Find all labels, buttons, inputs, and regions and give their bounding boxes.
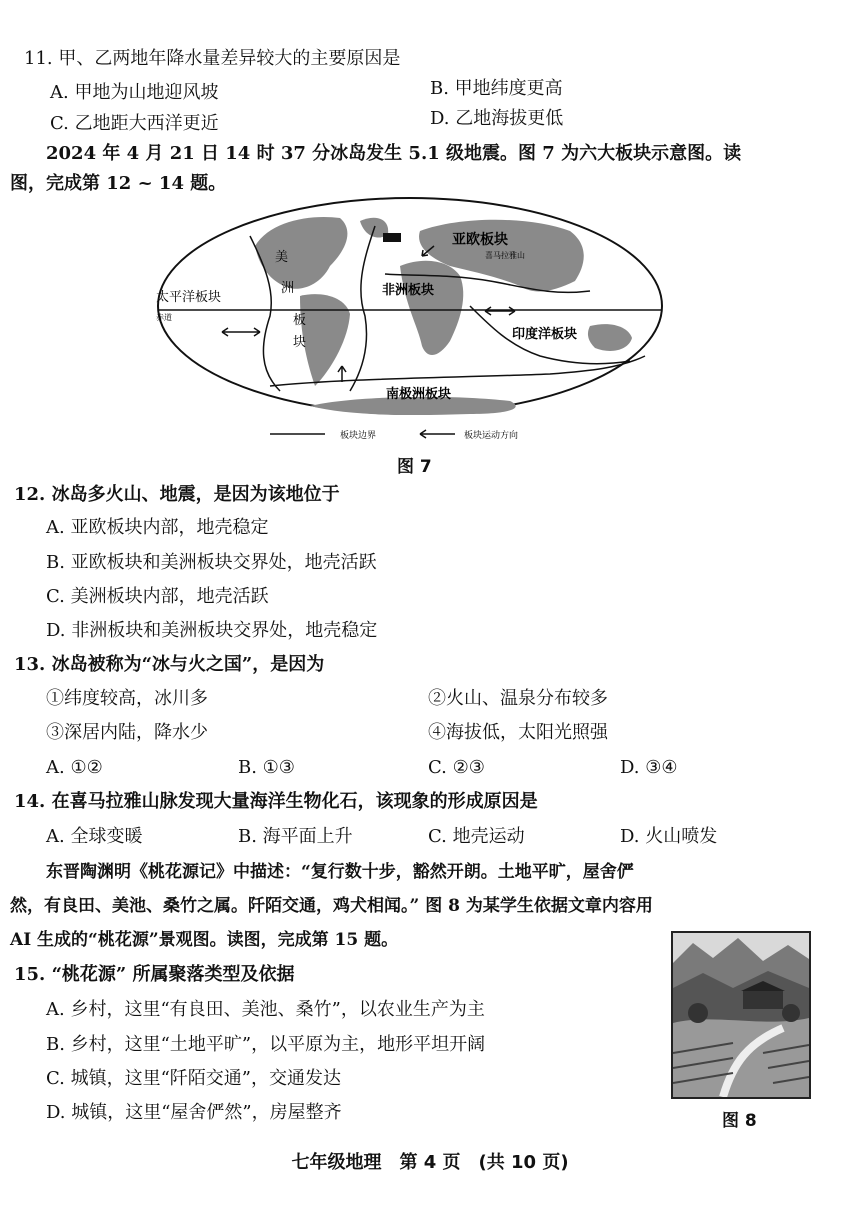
taohuayuan-landscape-image <box>671 931 811 1099</box>
plate-map-figure <box>150 196 670 446</box>
intro-12-line1: 2024 年 4 月 21 日 14 时 37 分冰岛发生 5.1 级地震。图 7 为六大板块示意图。读 <box>46 143 742 164</box>
q13-statement-3: ③深居内陆，降水少 <box>46 722 208 743</box>
label-america-4: 块 <box>293 335 307 350</box>
q14-option-c: C. 地壳运动 <box>428 826 525 847</box>
label-pacific-plate: 太平洋板块 <box>156 290 222 305</box>
legend-direction-label: 板块运动方向 <box>464 431 519 441</box>
q13-option-d: D. ③④ <box>620 757 678 778</box>
q13-stem: 13. 冰岛被称为“冰与火之国”，是因为 <box>14 654 325 675</box>
q13-statement-2: ②火山、温泉分布较多 <box>428 688 608 709</box>
label-himalaya: 喜马拉雅山 <box>485 251 525 260</box>
q11-option-d: D. 乙地海拔更低 <box>430 108 564 129</box>
iceland-marker <box>383 233 401 242</box>
q14-option-b: B. 海平面上升 <box>238 826 353 847</box>
intro-15-line1: 东晋陶渊明《桃花源记》中描述：“复行数十步，豁然开朗。土地平旷，屋舍俨 <box>46 862 634 882</box>
figure-7-caption: 图 7 <box>397 457 432 477</box>
intro-12-line2: 图，完成第 12 ~ 14 题。 <box>10 173 227 194</box>
q11-stem: 11. 甲、乙两地年降水量差异较大的主要原因是 <box>24 48 401 69</box>
q11-option-a: A. 甲地为山地迎风坡 <box>50 82 219 103</box>
q12-option-d: D. 非洲板块和美洲板块交界处，地壳稳定 <box>46 620 378 641</box>
legend-boundary-label: 板块边界 <box>340 431 377 441</box>
q14-option-a: A. 全球变暖 <box>46 826 143 847</box>
label-equator: 赤道 <box>156 313 172 322</box>
label-africa-plate: 非洲板块 <box>382 283 435 298</box>
label-america-3: 板 <box>293 313 307 328</box>
q15-option-a: A. 乡村，这里“有良田、美池、桑竹”，以农业生产为主 <box>46 999 485 1020</box>
q12-option-b: B. 亚欧板块和美洲板块交界处，地壳活跃 <box>46 552 377 573</box>
q13-statement-1: ①纬度较高，冰川多 <box>46 688 208 709</box>
plate-map-svg <box>150 196 670 446</box>
map-legend <box>270 427 540 443</box>
legend-arrow-icon <box>420 430 455 438</box>
q15-option-b: B. 乡村，这里“土地平旷”，以平原为主，地形平坦开阔 <box>46 1034 486 1055</box>
q14-option-d: D. 火山喷发 <box>620 826 718 847</box>
label-antarctic-plate: 南极洲板块 <box>386 387 452 402</box>
q13-statement-4: ④海拔低，太阳光照强 <box>428 722 608 743</box>
label-indo-plate: 印度洋板块 <box>512 327 578 342</box>
label-america-1: 美 <box>275 250 289 265</box>
label-america-2: 洲 <box>281 281 295 296</box>
q11-option-c: C. 乙地距大西洋更近 <box>50 113 219 134</box>
q12-stem: 12. 冰岛多火山、地震，是因为该地位于 <box>14 484 340 505</box>
page-footer: 七年级地理 第 4 页 (共 10 页) <box>291 1152 569 1173</box>
intro-15-line2: 然，有良田、美池、桑竹之属。阡陌交通，鸡犬相闻。” 图 8 为某学生依据文章内容用 <box>10 896 653 916</box>
figure-8-caption: 图 8 <box>722 1111 757 1131</box>
q15-stem: 15. “桃花源” 所属聚落类型及依据 <box>14 964 295 985</box>
intro-15-line3: AI 生成的“桃花源”景观图。读图，完成第 15 题。 <box>10 930 399 950</box>
q12-option-a: A. 亚欧板块内部，地壳稳定 <box>46 517 269 538</box>
label-eurasia-plate: 亚欧板块 <box>452 232 508 248</box>
q13-option-c: C. ②③ <box>428 757 485 778</box>
q15-option-d: D. 城镇，这里“屋舍俨然”，房屋整齐 <box>46 1102 342 1123</box>
q13-option-a: A. ①② <box>46 757 103 778</box>
q14-stem: 14. 在喜马拉雅山脉发现大量海洋生物化石，该现象的形成原因是 <box>14 791 538 812</box>
q15-option-c: C. 城镇，这里“阡陌交通”，交通发达 <box>46 1068 341 1089</box>
q13-option-b: B. ①③ <box>238 757 295 778</box>
q12-option-c: C. 美洲板块内部，地壳活跃 <box>46 586 269 607</box>
q11-option-b: B. 甲地纬度更高 <box>430 78 563 99</box>
landscape-illustration <box>673 933 809 1097</box>
